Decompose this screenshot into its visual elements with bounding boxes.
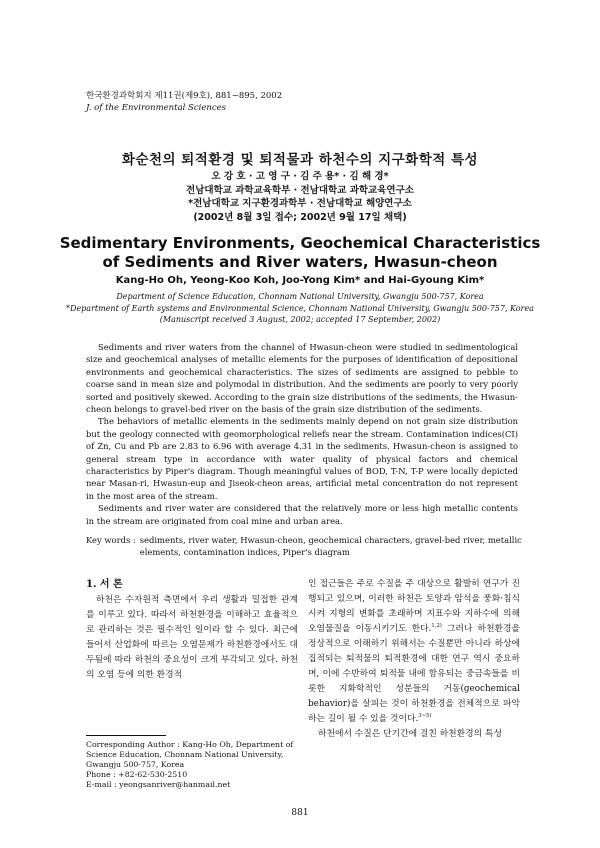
intro-paragraph-3: 하천에서 수질은 단기간에 걸친 하천환경의 특성	[318, 729, 502, 739]
korean-received-dates: (2002년 8월 3일 접수; 2002년 9월 17일 채택)	[193, 211, 407, 223]
english-title-line-2: of Sediments and River waters, Hwasun-cheon	[102, 253, 498, 271]
english-authors: Kang-Ho Oh, Yeong-Koo Koh, Joo-Yong Kim* and Hai-Gyoung Kim*	[115, 275, 485, 286]
english-affiliation-2: *Department of Earth systems and Environmental Science, Chonnam National University, Gwangju 500-757, Korea	[66, 303, 534, 313]
footnote-divider	[86, 735, 166, 736]
keywords-label: Key words :	[86, 535, 136, 545]
journal-name-en: J. of the Environmental Sciences	[86, 103, 227, 113]
korean-title: 화순천의 퇴적환경 및 퇴적물과 하천수의 지구화학적 특성	[121, 152, 479, 168]
korean-affiliation-1: 전남대학교 과학교육학부 · 전남대학교 과학교육연구소	[186, 184, 414, 196]
corresponding-author: Corresponding Author : Kang-Ho Oh, Department of Science Education, Chonnam National University, Gwangju 500-757, Korea	[86, 740, 294, 769]
abstract-paragraph-1: Sediments and river waters from the channel of Hwasun-cheon were studied in sedimentological size and geochemical analyses of metallic elements for the purposes of identification of depositional environments and geochemical characteristics. The sizes of sediments are assigned to pebble to coarse sand in mean size and polymodal in distribution. And the sediments are poorly to very poorly sorted and positively skewed. According to the grain size distributions of the sediments, the Hwasun-cheon belongs to gravel-bed river on the basis of the grain size distribution of the sediments.	[86, 342, 518, 415]
intro-paragraph-1: 하천은 수자원적 측면에서 우리 생활과 밀접한 관계를 이루고 있다. 따라서 하천환경을 이해하고 효율적으로 관리하는 것은 필수적인 일이라 할 수 있다. 최근에 들어서 산업화에 따르는 오염문제가 하천환경에서도 대두됨에 따라 하천의 중요성이 크게 부각되고 있다. 하천의 오염 등에 의한 환경적	[86, 595, 298, 680]
intro-continued-text: 인 접근들은 주로 수질을 주 대상으로 활발히 연구가 진행되고 있으며, 이러한 하천은 토양과 암석을 풍화·침식시켜 지형의 변화를 초래하며 지표수와 지하수에 의해 오염물질을 이동시키기도 한다.	[308, 579, 520, 634]
citation-1-2: 1,2)	[431, 623, 442, 630]
corresponding-author-footnote	[86, 740, 298, 790]
journal-header	[86, 90, 282, 114]
abstract-paragraph-3: Sediments and river water are considered that the relatively more or less high metallic contents in the stream are originated from coal mine and urban area.	[86, 503, 518, 526]
email: E-mail : yeongsanriver@hanmail.net	[86, 780, 231, 789]
korean-affiliation-2: *전남대학교 지구환경과학부 · 전남대학교 해양연구소	[188, 198, 412, 209]
korean-authors: 오 강 호 · 고 영 구 · 김 주 용* · 김 해 경*	[211, 171, 389, 182]
english-affiliation-1: Department of Science Education, Chonnam National University, Gwangju 500-757, Korea	[116, 292, 484, 301]
english-title-line-1: Sedimentary Environments, Geochemical Characteristics	[59, 234, 541, 252]
body-column-left	[86, 577, 298, 683]
keywords-text: sediments, river water, Hwasun-cheon, geochemical characters, gravel-bed river, metallic elements, contamination indices, Piper's diagram	[139, 535, 522, 558]
body-column-right	[308, 577, 520, 742]
citation-3-5: 3~5)	[418, 713, 432, 720]
keywords	[86, 534, 526, 559]
abstract-paragraph-2: The behaviors of metallic elements in the sediments mainly depend on not grain size distribution but the geology connected with geomorphological reliefs near the stream. Contamination indices(CI) of Zn, Cu and Pb are 2.83 to 6.96 with average 4.31 in the sediments. Hwasun-cheon is assigned to general stream type in accordance with water quality of physical factors and chemical characteristics by Piper's diagram. Though meaningful values of BOD, T-N, T-P were locally depicted near Masan-ri, Hwasun-eup and Jiseok-cheon areas, artificial metal concentration do not represent in the most area of the stream.	[86, 416, 518, 501]
phone: Phone : +82-62-530-2510	[86, 770, 188, 779]
english-title	[0, 234, 600, 272]
journal-citation-kr: 한국환경과학회지 제11권(제9호), 881~895, 2002	[86, 91, 283, 101]
page-number: 881	[291, 808, 309, 818]
korean-author-block	[0, 170, 600, 224]
abstract	[86, 341, 518, 527]
intro-paragraph-2-text: 그러나 하천환경을 정상적으로 이해하기 위해서는 수질뿐만 아니라 하상에 집적되는 퇴적물의 퇴적환경에 대한 연구 역시 중요하며, 이에 수반하여 퇴적물 내에 함유되는 중금속들을 비롯한 지화학적인 성분들의 거동(geochemical behavior)을 살피는 것이 하천환경을 전체적으로 파악하는 길이 될 수 있을 것이다.	[308, 624, 520, 724]
english-affiliations	[0, 291, 600, 326]
intro-paragraph-continued	[308, 577, 520, 727]
section-heading-introduction: 1. 서 론	[86, 579, 123, 590]
manuscript-dates: (Manuscript received 3 August, 2002; accepted 17 September, 2002)	[159, 315, 441, 324]
